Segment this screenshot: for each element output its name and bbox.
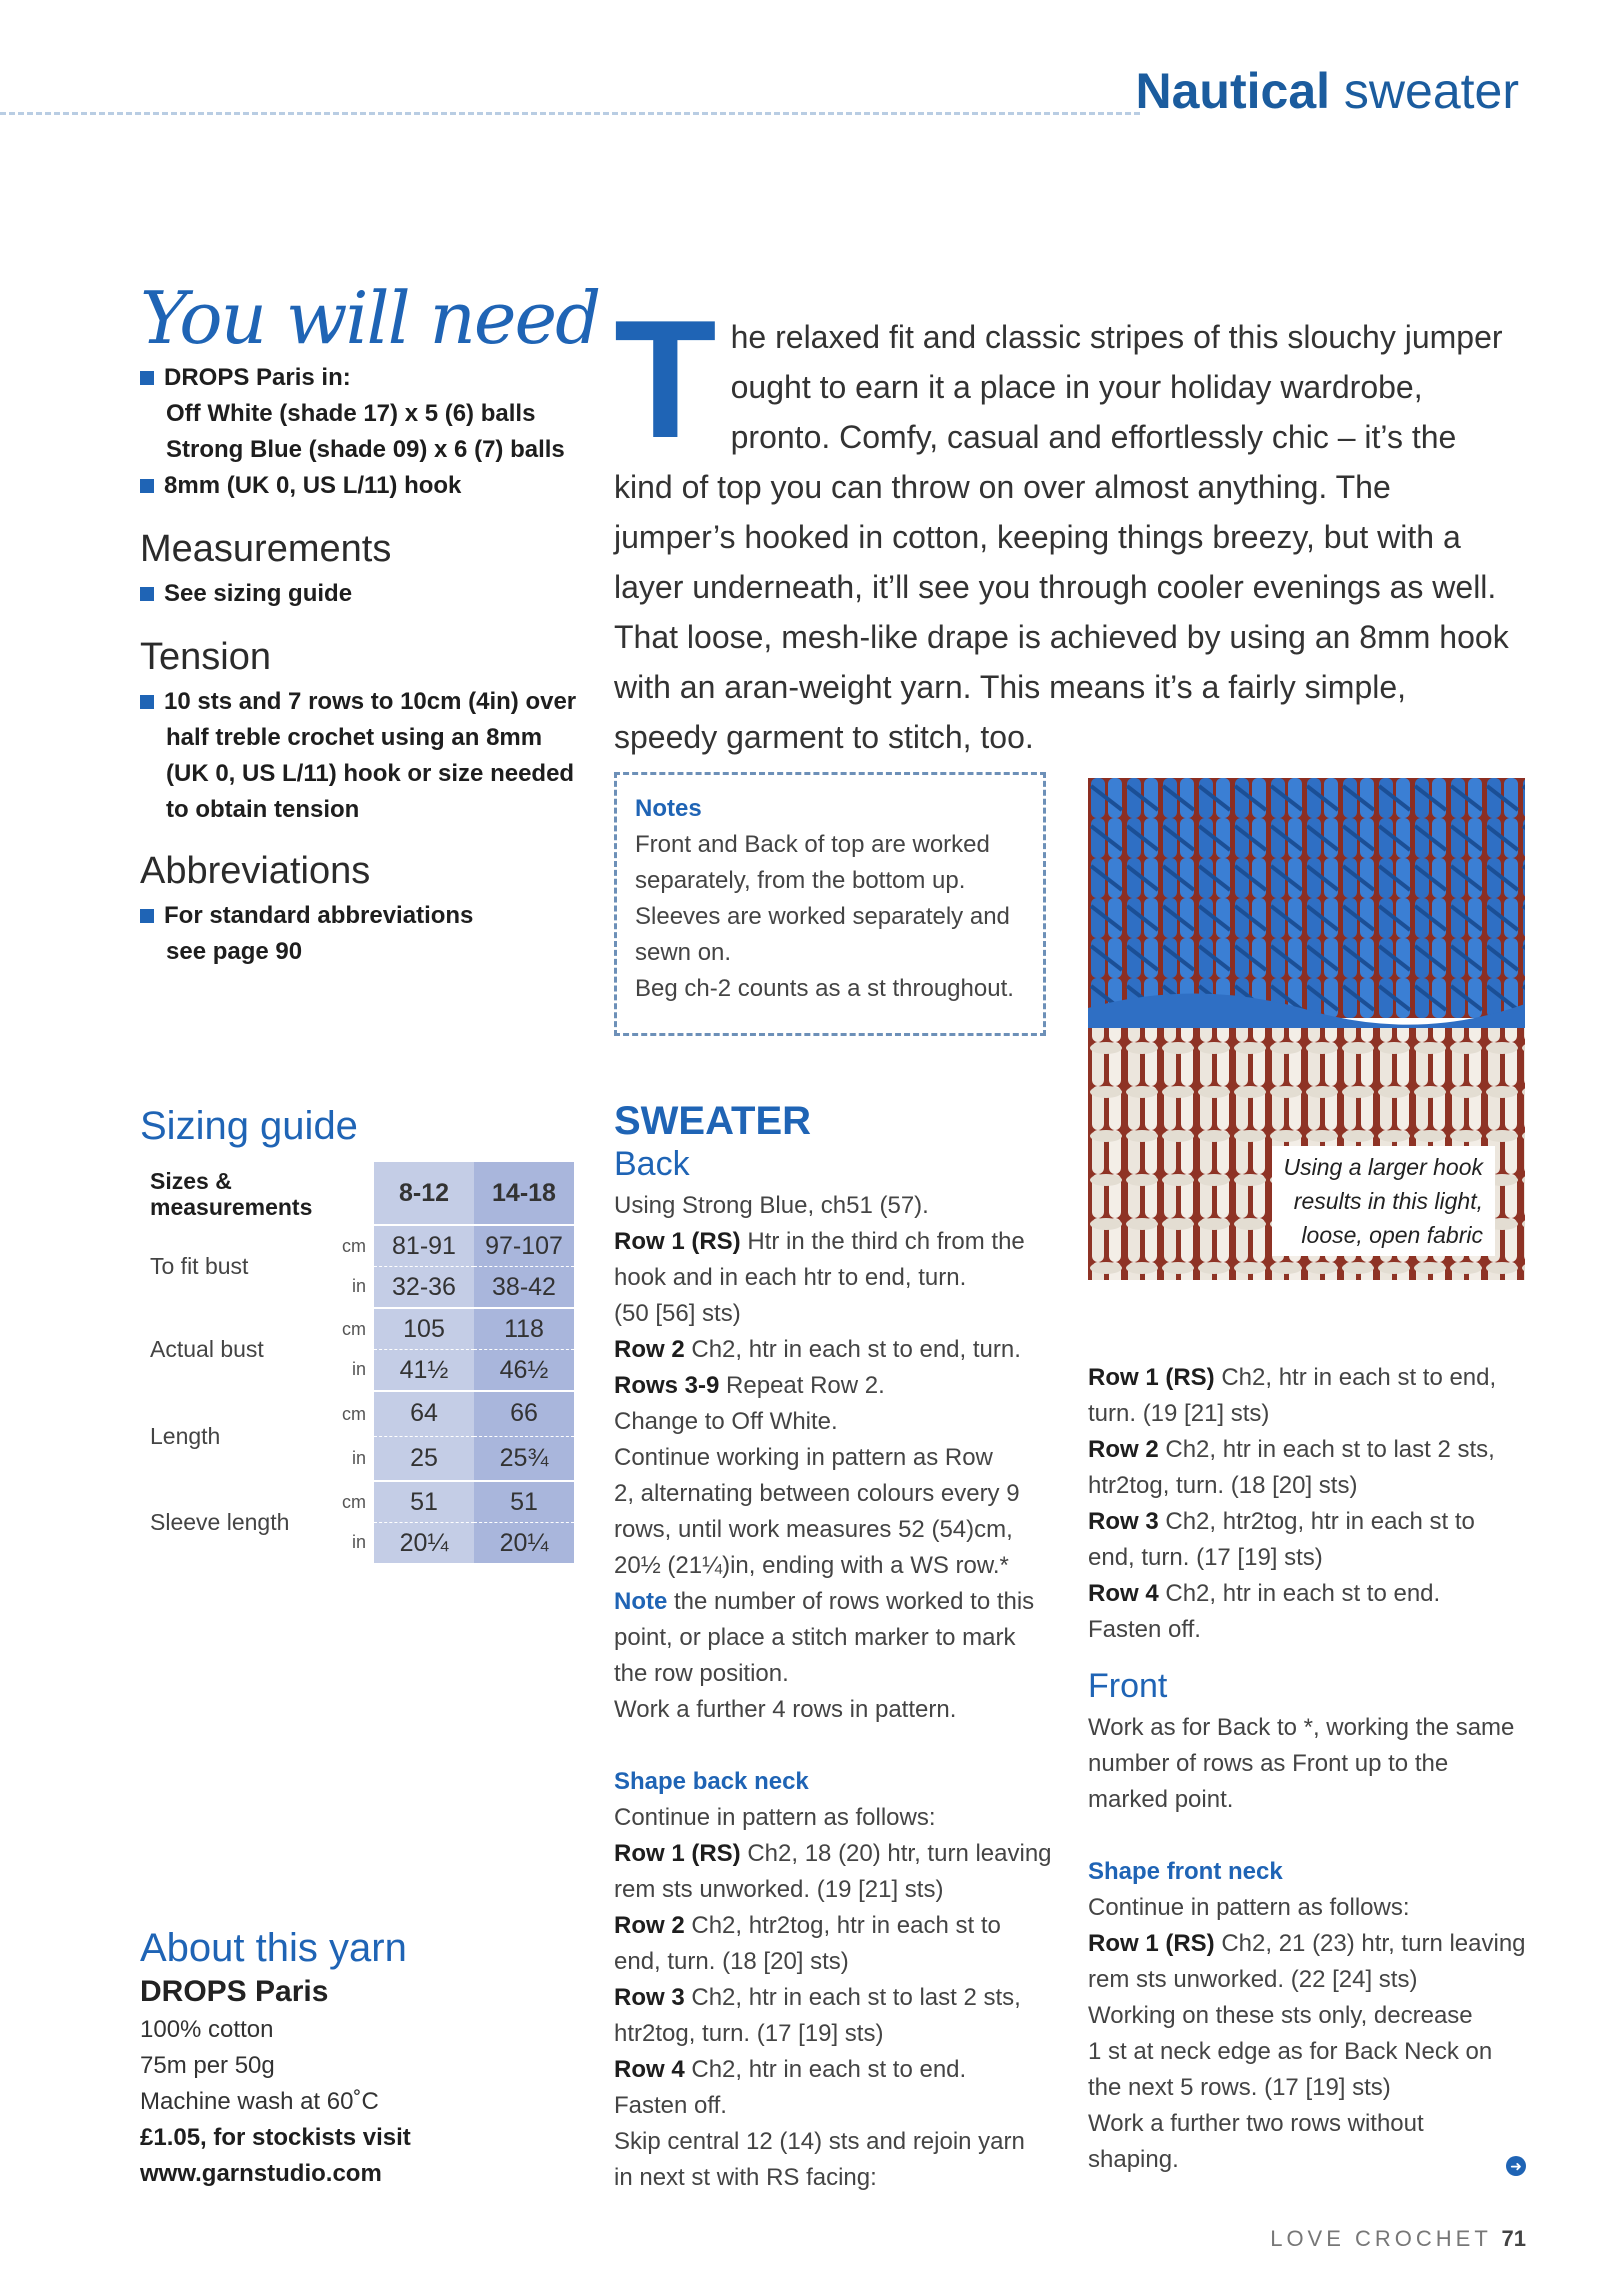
shape-back-neck-title: Shape back neck xyxy=(614,1768,809,1795)
measurements-title: Measurements xyxy=(140,528,392,570)
bullet-square-icon xyxy=(140,909,154,923)
table-cell: 20¼ xyxy=(474,1523,574,1564)
yarn-website-link[interactable]: www.garnstudio.com xyxy=(140,2160,382,2187)
sweater-title: SWEATER xyxy=(614,1099,812,1143)
abbreviations-section xyxy=(140,848,580,970)
table-cell: 97-107 xyxy=(474,1225,574,1267)
instruction-line: Row 2 Ch2, htr in each st to end, turn. xyxy=(614,1336,1021,1363)
instruction-line: Row 2 Ch2, htr in each st to last 2 sts, xyxy=(1088,1436,1495,1463)
instruction-line: Row 1 (RS) Ch2, 18 (20) htr, turn leaving xyxy=(614,1840,1052,1867)
instruction-line: Fasten off. xyxy=(614,2092,727,2119)
table-cell: 81-91 xyxy=(374,1225,474,1267)
intro-paragraph: The relaxed fit and classic stripes of this slouchy jumper ought to earn it a place in your holiday wardrobe, pronto. Comfy, casual and effortlessly chic – it’s the kind of top you can throw on over almost anything. The jumper’s hooked in cotton, keeping things breezy, but with a layer underneath, it’ll see you through cooler evenings as well. That loose, mesh-like drape is achieved by using an 8mm hook with an aran-weight yarn. This means it’s a fairly simple, speedy garment to stitch, too. xyxy=(614,285,1509,755)
instruction-line: htr2tog, turn. (17 [19] sts) xyxy=(614,2020,884,2047)
table-row xyxy=(140,1481,574,1523)
table-cell: 25 xyxy=(374,1436,474,1481)
list-item: Strong Blue (shade 09) x 6 (7) balls xyxy=(166,436,565,463)
table-cell: 32-36 xyxy=(374,1267,474,1309)
tension-title: Tension xyxy=(140,636,271,678)
photo-caption xyxy=(1272,1146,1495,1256)
instruction-line: Fasten off. xyxy=(1088,1616,1201,1643)
table-row xyxy=(140,1308,574,1350)
instruction-line: Work as for Back to *, working the same xyxy=(1088,1714,1515,1741)
abbreviations-title: Abbreviations xyxy=(140,850,371,892)
table-cell: 64 xyxy=(374,1391,474,1436)
instruction-line: Row 4 Ch2, htr in each st to end. xyxy=(1088,1580,1441,1607)
unit-label: in xyxy=(351,1276,366,1297)
instruction-line: Continue working in pattern as Row xyxy=(614,1444,993,1471)
sweater-back-column xyxy=(614,1098,1054,2196)
table-cell: 66 xyxy=(474,1391,574,1436)
row-label: Length xyxy=(140,1391,326,1481)
table-cell: 20¼ xyxy=(374,1523,474,1564)
bullet-square-icon xyxy=(140,479,154,493)
notes-box xyxy=(614,772,1046,1036)
instruction-line: Skip central 12 (14) sts and rejoin yarn xyxy=(614,2128,1025,2155)
instruction-line: point, or place a stitch marker to mark xyxy=(614,1624,1016,1651)
instruction-line: marked point. xyxy=(1088,1786,1234,1813)
header-divider xyxy=(0,112,1140,115)
caption-line: loose, open fabric xyxy=(1301,1222,1483,1248)
yarn-detail: 75m per 50g xyxy=(140,2052,275,2079)
instruction-line: Rows 3-9 Repeat Row 2. xyxy=(614,1372,885,1399)
header-label: Sizes & xyxy=(150,1168,232,1194)
table-cell: 46½ xyxy=(474,1350,574,1392)
instruction-line: 2, alternating between colours every 9 xyxy=(614,1480,1020,1507)
yarn-price: £1.05, for stockists visit xyxy=(140,2124,411,2151)
unit-label: cm xyxy=(326,1308,374,1350)
table-cell: 41½ xyxy=(374,1350,474,1392)
table-row xyxy=(140,1391,574,1436)
instruction-line: the row position. xyxy=(614,1660,789,1687)
sweater-front-column xyxy=(1088,1360,1528,2178)
instruction-line: Row 1 (RS) Ch2, 21 (23) htr, turn leaving xyxy=(1088,1930,1526,1957)
notes-title: Notes xyxy=(635,795,702,822)
instruction-line: 1 st at neck edge as for Back Neck on xyxy=(1088,2038,1493,2065)
unit-label: in xyxy=(351,1359,366,1380)
sizing-guide-title: Sizing guide xyxy=(140,1104,358,1148)
about-yarn-section xyxy=(140,1924,560,2192)
caption-line: results in this light, xyxy=(1293,1188,1483,1214)
instruction-line: Work a further 4 rows in pattern. xyxy=(614,1696,957,1723)
tension-section xyxy=(140,634,600,828)
front-title: Front xyxy=(1088,1667,1168,1705)
page-number: 71 xyxy=(1501,2226,1526,2251)
back-title: Back xyxy=(614,1145,690,1183)
table-cell: 118 xyxy=(474,1308,574,1350)
instruction-line: Working on these sts only, decrease xyxy=(1088,2002,1473,2029)
sizing-table xyxy=(140,1162,574,1563)
list-item: See sizing guide xyxy=(140,576,580,612)
table-cell: 105 xyxy=(374,1308,474,1350)
instruction-line: Note the number of rows worked to this xyxy=(614,1588,1035,1615)
instruction-line: Row 1 (RS) Ch2, htr in each st to end, xyxy=(1088,1364,1497,1391)
header-bold: Nautical xyxy=(1135,63,1331,119)
fabric-photo xyxy=(1088,778,1525,1280)
unit-label: cm xyxy=(326,1481,374,1523)
size-col-2: 14-18 xyxy=(474,1162,574,1225)
yarn-detail: 100% cotton xyxy=(140,2016,274,2043)
tension-text: 10 sts and 7 rows to 10cm (4in) over half treble crochet using an 8mm (UK 0, US L/11) hook or size needed to obtain tension xyxy=(140,684,600,828)
table-cell: 51 xyxy=(374,1481,474,1523)
table-row xyxy=(140,1225,574,1267)
yarn-detail: Machine wash at 60˚C xyxy=(140,2088,379,2115)
instruction-line: shaping. xyxy=(1088,2146,1179,2173)
instruction-line: turn. (19 [21] sts) xyxy=(1088,1400,1270,1427)
you-will-need-title: You will need xyxy=(140,276,600,360)
table-cell: 38-42 xyxy=(474,1267,574,1309)
page-header xyxy=(1136,62,1519,120)
bullet-square-icon xyxy=(140,695,154,709)
instruction-line: Row 3 Ch2, htr2tog, htr in each st to xyxy=(1088,1508,1475,1535)
list-item: 8mm (UK 0, US L/11) hook xyxy=(140,468,580,504)
row-label: To fit bust xyxy=(140,1225,326,1308)
instruction-line: Change to Off White. xyxy=(614,1408,838,1435)
instruction-line: rows, until work measures 52 (54)cm, xyxy=(614,1516,1013,1543)
instruction-line: end, turn. (18 [20] sts) xyxy=(614,1948,849,1975)
unit-label: in xyxy=(351,1532,366,1553)
instruction-line: Continue in pattern as follows: xyxy=(1088,1894,1410,1921)
instruction-line: Row 2 Ch2, htr2tog, htr in each st to xyxy=(614,1912,1001,1939)
instruction-line: Work a further two rows without xyxy=(1088,2110,1424,2137)
bullet-square-icon xyxy=(140,371,154,385)
instruction-line: rem sts unworked. (19 [21] sts) xyxy=(614,1876,944,1903)
notes-line: separately, from the bottom up. xyxy=(635,867,966,894)
bullet-square-icon xyxy=(140,587,154,601)
continue-arrow-icon: ➜ xyxy=(1506,2156,1526,2176)
instruction-line: Row 1 (RS) Htr in the third ch from the xyxy=(614,1228,1025,1255)
list-item: Off White (shade 17) x 5 (6) balls xyxy=(166,400,536,427)
instruction-line: Continue in pattern as follows: xyxy=(614,1804,936,1831)
size-col-1: 8-12 xyxy=(374,1162,474,1225)
instruction-line: htr2tog, turn. (18 [20] sts) xyxy=(1088,1472,1358,1499)
instruction-line: Row 4 Ch2, htr in each st to end. xyxy=(614,2056,967,2083)
table-cell: 25¾ xyxy=(474,1436,574,1481)
notes-line: Front and Back of top are worked xyxy=(635,831,990,858)
unit-label: in xyxy=(351,1447,366,1468)
page-footer xyxy=(1270,2226,1526,2252)
unit-label: cm xyxy=(326,1391,374,1436)
row-label: Sleeve length xyxy=(140,1481,326,1563)
instruction-line: the next 5 rows. (17 [19] sts) xyxy=(1088,2074,1391,2101)
instruction-line: rem sts unworked. (22 [24] sts) xyxy=(1088,1966,1418,1993)
table-header-row xyxy=(140,1162,574,1225)
notes-line: sewn on. xyxy=(635,939,732,966)
instruction-line: (50 [56] sts) xyxy=(614,1300,741,1327)
about-yarn-title: About this yarn xyxy=(140,1926,407,1970)
drop-cap: T xyxy=(614,285,717,473)
magazine-name: LOVE CROCHET xyxy=(1270,2226,1492,2251)
instruction-line: Row 3 Ch2, htr in each st to last 2 sts, xyxy=(614,1984,1021,2011)
instruction-line: Using Strong Blue, ch51 (57). xyxy=(614,1192,929,1219)
yarn-name: DROPS Paris xyxy=(140,1975,329,2008)
caption-line: Using a larger hook xyxy=(1283,1154,1483,1180)
you-will-need-list xyxy=(140,360,580,504)
header-label: measurements xyxy=(150,1194,313,1220)
instruction-line: 20½ (21¼)in, ending with a WS row.* xyxy=(614,1552,1009,1579)
notes-line: Beg ch-2 counts as a st throughout. xyxy=(635,975,1014,1002)
header-rest: sweater xyxy=(1330,63,1519,119)
measurements-section xyxy=(140,526,580,612)
table-cell: 51 xyxy=(474,1481,574,1523)
notes-line: Sleeves are worked separately and xyxy=(635,903,1010,930)
instruction-line: hook and in each htr to end, turn. xyxy=(614,1264,967,1291)
instruction-line: in next st with RS facing: xyxy=(614,2164,877,2191)
instruction-line: end, turn. (17 [19] sts) xyxy=(1088,1544,1323,1571)
row-label: Actual bust xyxy=(140,1308,326,1391)
list-item: DROPS Paris in: xyxy=(140,360,580,396)
unit-label: cm xyxy=(326,1225,374,1267)
shape-front-neck-title: Shape front neck xyxy=(1088,1858,1283,1885)
abbreviations-text: For standard abbreviations see page 90 xyxy=(140,898,580,970)
instruction-line: number of rows as Front up to the xyxy=(1088,1750,1449,1777)
